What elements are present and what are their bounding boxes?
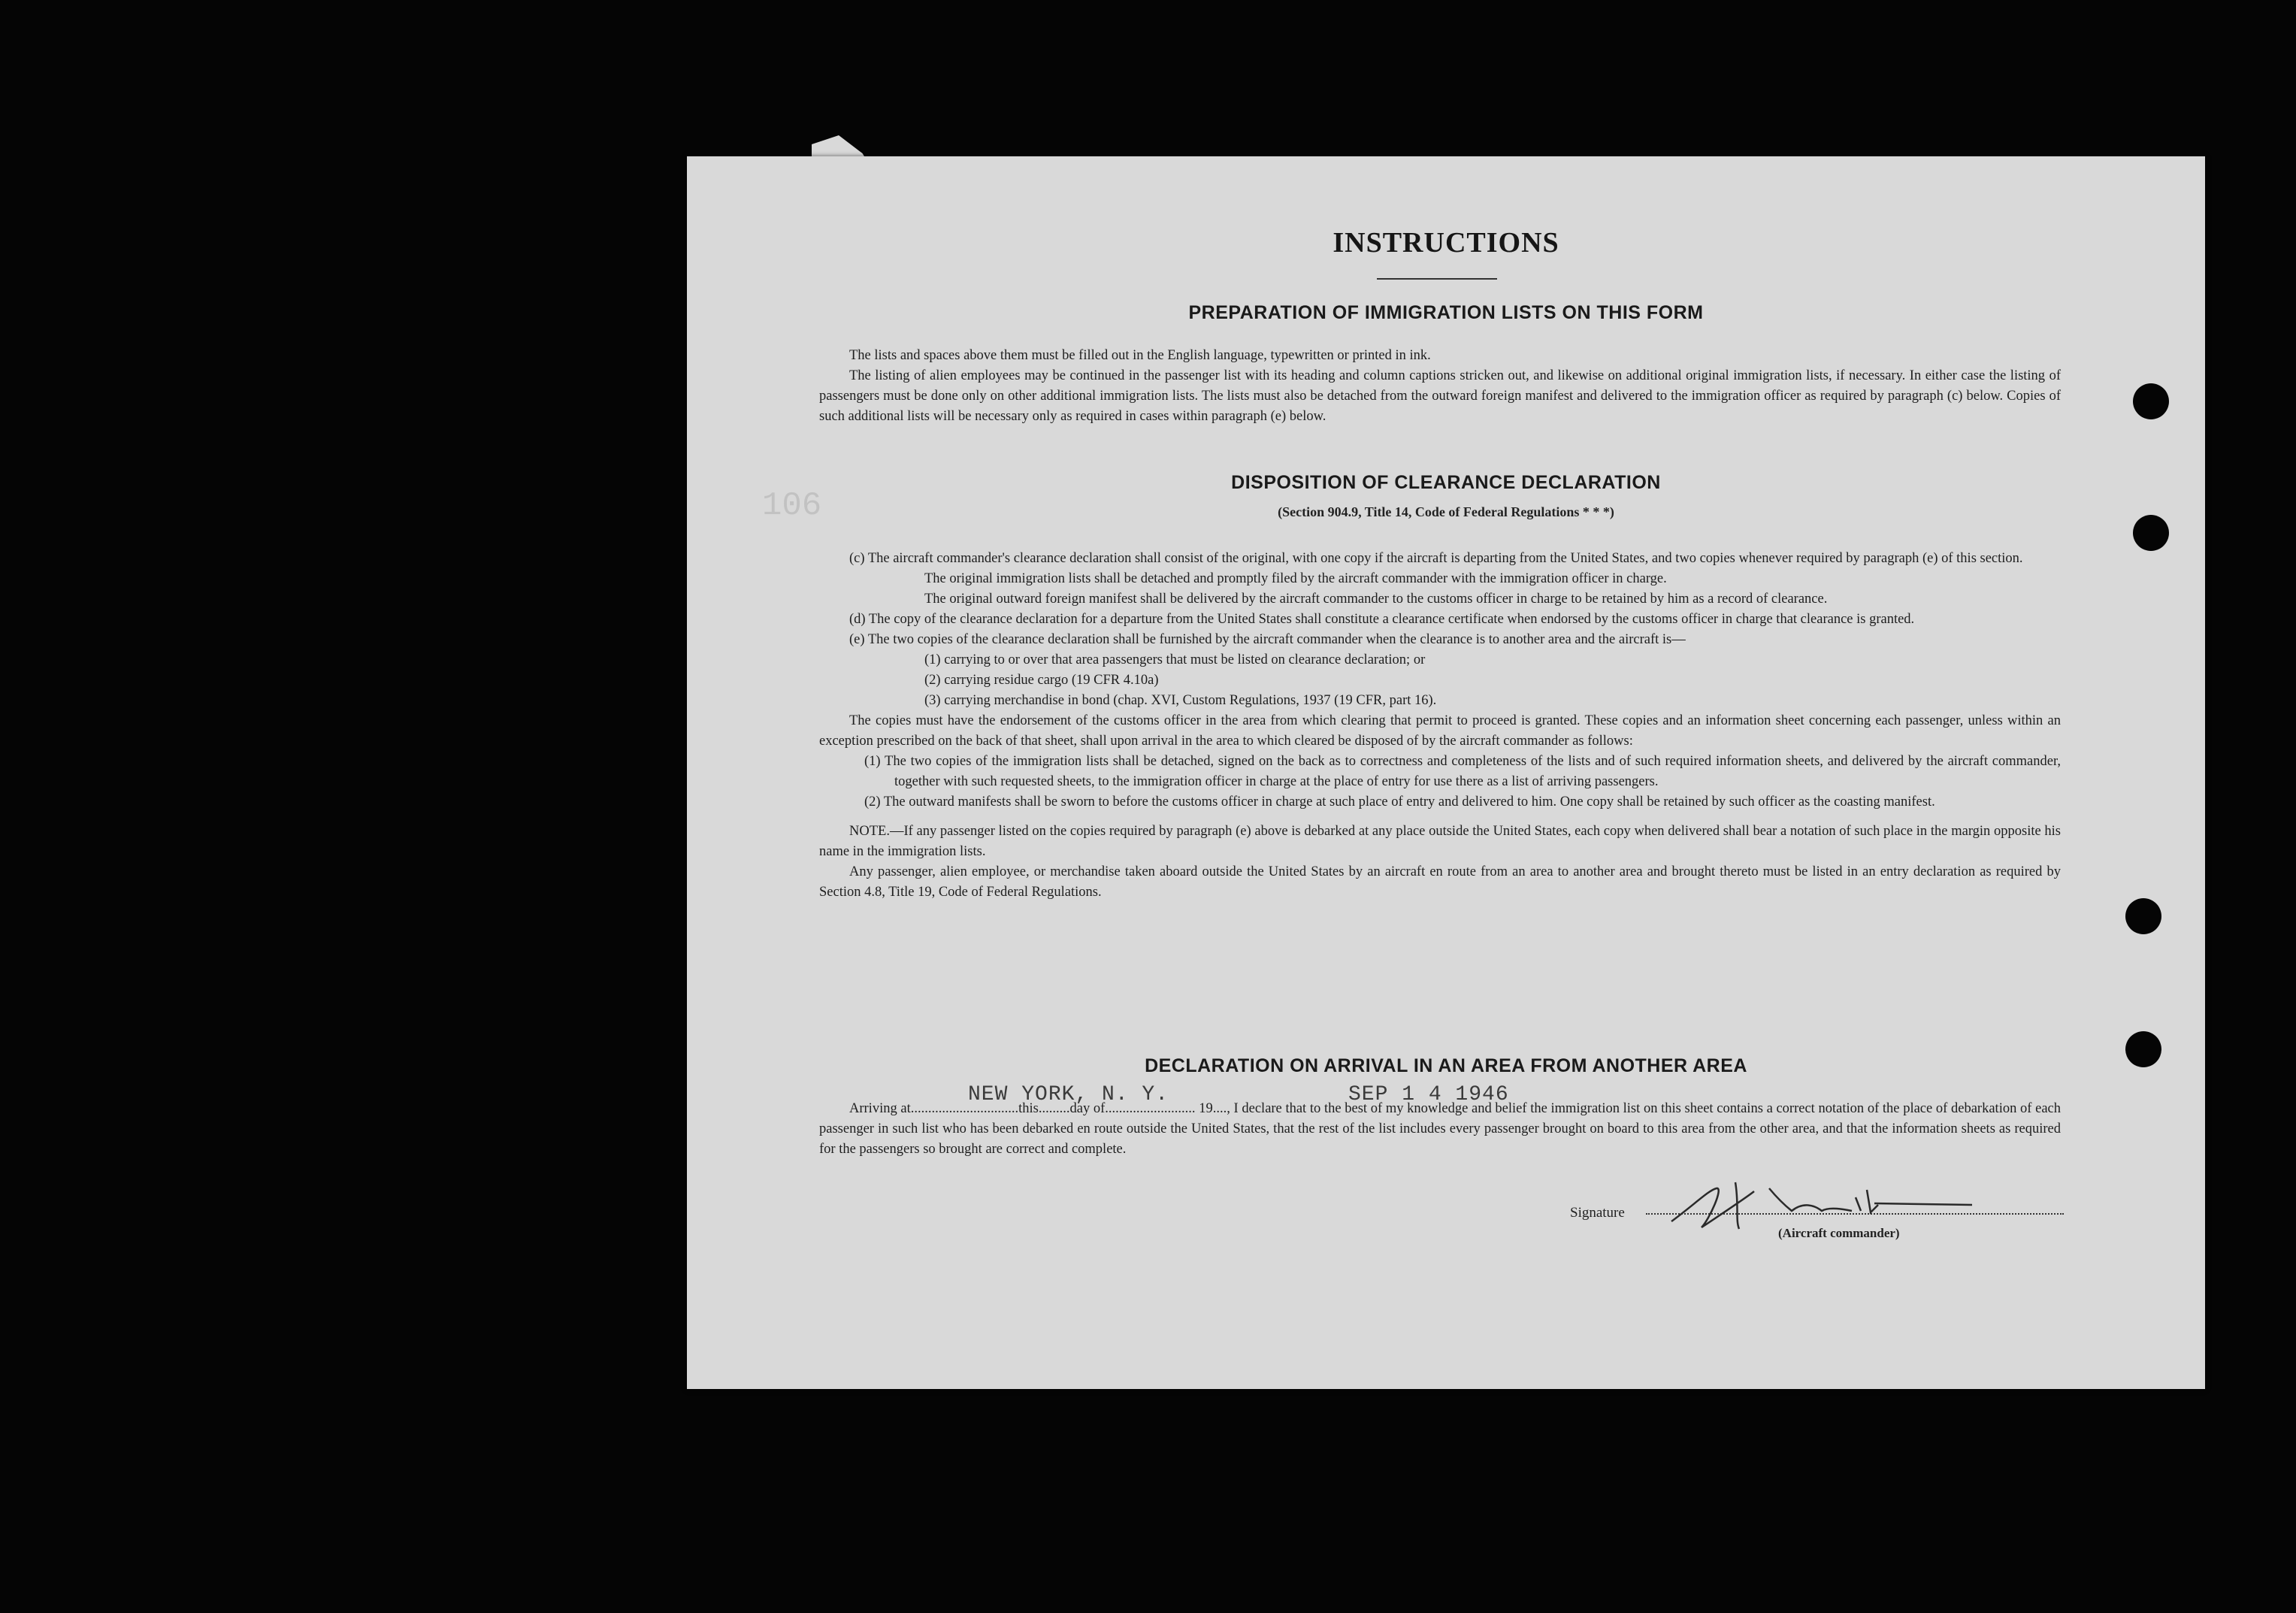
preparation-heading: PREPARATION OF IMMIGRATION LISTS ON THIS FORM	[1188, 302, 1704, 323]
paragraph-copies-1: (1) The two copies of the immigration lists shall be detached, signed on the back as to correctness and completeness of the lists and of such required information sheets, and delivered by the aircraft commander, together with such requested sheets, to the immigration officer in charge at the place of entry for use there as a list of arriving passengers.	[864, 754, 2061, 789]
preparation-paragraph: The lists and spaces above them must be filled out in the English language, typewritten or printed in ink.	[849, 348, 1431, 363]
punch-hole	[2133, 383, 2169, 419]
title-underline	[1377, 278, 1497, 280]
paragraph-c: (c) The aircraft commander's clearance declaration shall consist of the original, with one copy if the aircraft is departing from the United States, and two copies whenever required by paragraph (e) of this section.	[849, 551, 2023, 566]
any-passenger-paragraph: Any passenger, alien employee, or merchandise taken aboard outside the United States by an aircraft en route from an area to another area and brought thereto must be listed in an entry declaration as required by Section 4.8, Title 19, Code of Federal Regulations.	[819, 864, 2061, 900]
disposition-text	[819, 549, 2061, 903]
paragraph-d: (d) The copy of the clearance declaration for a departure from the United States shall constitute a clearance certificate when endorsed by the customs officer in charge that clearance is granted.	[849, 612, 1915, 627]
disposition-heading: DISPOSITION OF CLEARANCE DECLARATION	[1231, 472, 1661, 493]
paragraph-c-outward-manifest: The original outward foreign manifest shall be delivered by the aircraft commander to the customs officer in charge to be retained by him as a record of clearance.	[924, 592, 1828, 607]
arriving-at-stamp: NEW YORK, N. Y.	[968, 1083, 1169, 1106]
paragraph-copies-2: (2) The outward manifests shall be sworn to before the customs officer in charge at such place of entry and delivered to him. One copy shall be retained by such officer as the coasting manifest.	[864, 794, 1935, 810]
paragraph-e3: (3) carrying merchandise in bond (chap. XVI, Custom Regulations, 1937 (19 CFR, part 16).	[924, 693, 1437, 708]
instruction-sheet	[687, 156, 2205, 1389]
punch-hole	[2125, 1031, 2161, 1067]
declaration-text	[819, 1099, 2061, 1160]
preparation-text	[819, 346, 2061, 427]
declaration-statement: Arriving at...............................this.........day of.......................... 19...., I declare that to the best of my knowledge and belief the immigration list on this sheet contains a correct notation of the place of debarkation of each passenger in such list who has been debarked en route outside the United States, that the rest of the list includes every passenger brought on board to this area from the other area, and that the information sheets as required for the passengers so brought are correct and complete.	[819, 1101, 2061, 1157]
date-stamp: SEP 1 4 1946	[1348, 1083, 1509, 1106]
declaration-heading: DECLARATION ON ARRIVAL IN AN AREA FROM ANOTHER AREA	[1145, 1055, 1747, 1076]
signature-caption: (Aircraft commander)	[1778, 1226, 1900, 1240]
note-paragraph: NOTE.—If any passenger listed on the copies required by paragraph (e) above is debarked at any place outside the United States, each copy when delivered shall bear a notation of such place in the margin opposite his name in the immigration lists.	[819, 824, 2061, 859]
preparation-paragraph: The listing of alien employees may be continued in the passenger list with its heading and column captions stricken out, and likewise on additional original immigration lists, if necessary. In either case the listing of passengers must be done only on other additional immigration lists. The lists must also be detached from the outward foreign manifest and delivered to the immigration officer as required by paragraph (c) below. Copies of such additional lists will be necessary only as required in cases within paragraph (e) below.	[819, 368, 2061, 424]
paragraph-c-immigration-lists: The original immigration lists shall be detached and promptly filed by the aircraft commander with the immigration officer in charge.	[924, 571, 1667, 586]
paragraph-e2: (2) carrying residue cargo (19 CFR 4.10a)	[924, 673, 1159, 688]
paragraph-e1: (1) carrying to or over that area passengers that must be listed on clearance declaration; or	[924, 652, 1426, 667]
punch-hole	[2125, 898, 2161, 934]
signature-label: Signature	[1570, 1205, 1625, 1221]
punch-hole	[2133, 515, 2169, 551]
disposition-subheading: (Section 904.9, Title 14, Code of Federal Regulations * * *)	[1278, 504, 1614, 519]
bleed-through-number: 106	[762, 487, 822, 525]
paragraph-e: (e) The two copies of the clearance declaration shall be furnished by the aircraft commander when the clearance is to another area and the aircraft is—	[849, 632, 1686, 647]
paragraph-copies: The copies must have the endorsement of the customs officer in the area from which clearing that permit to proceed is granted. These copies and an information sheet concerning each passenger, unless within an exception prescribed on the back of that sheet, shall upon arrival in the area to which cleared be disposed of by the aircraft commander as follows:	[819, 713, 2061, 749]
page-title: INSTRUCTIONS	[1333, 227, 1559, 259]
